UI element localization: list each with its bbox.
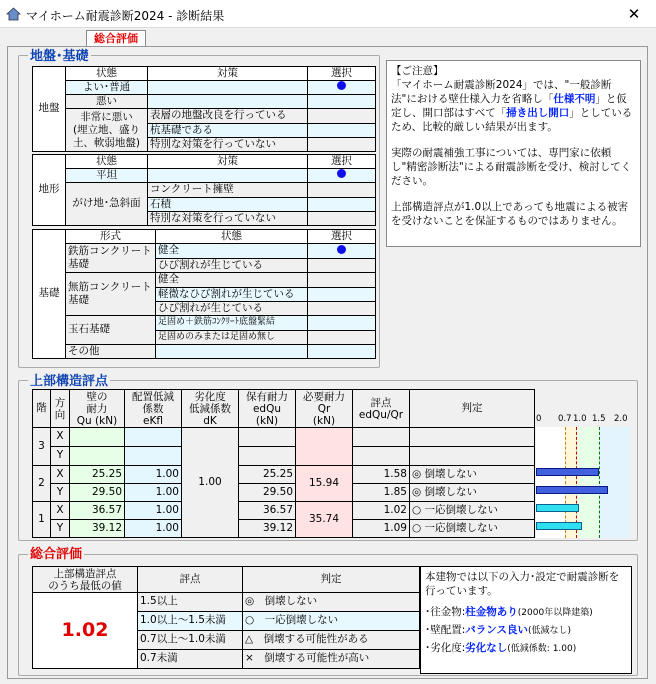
score-value: 1.85 [353,484,410,502]
close-button[interactable]: ✕ [627,5,641,23]
chikei-label: 地形 [33,155,66,226]
ekfl-value: 1.00 [125,502,182,520]
selected-radio[interactable] [337,169,346,178]
kiso-urc: 無筋コンクリート 基礎 [66,273,156,316]
notice-p1: 【ご注意】 「マイホーム耐震診断2024」では、"一般診断法"における壁仕様入力を省略し「 [391,65,612,105]
judge-value: ◎ 倒壊しない [410,466,535,484]
kiso-rc: 鉄筋コンクリート 基礎 [66,244,156,273]
qr-value: 35.74 [296,502,353,538]
notice-key1: 仕様不明 [553,93,596,105]
edqu-value: 29.50 [239,484,296,502]
ekfl-value: 1.00 [125,520,182,538]
settings-intro: 本建物では以下の入力･設定で耐震診断を行っています。 [425,571,620,597]
score-chart [536,427,630,538]
radio-chikei-1[interactable] [308,183,376,198]
jiban-label: 地盤 [33,67,66,152]
jiban-measure-1: 表層の地盤改良を行っている [148,109,308,124]
notice-p3: 上部構造評点が1.0以上であっても地震による被害を受けないことを保証するものではありません。 [391,201,629,227]
floor-2: 2 [33,466,51,502]
radio-kiso-8[interactable] [308,345,376,359]
scale-row-score: 1.0以上～1.5未満 [138,612,243,631]
jiban-state-good: よい･普通 [66,81,148,95]
notice-p2: 実際の耐震補強工事については、専門家に依頼し"精密診断法"による耐震診断を受け、検討してください。 [391,147,632,187]
qu-value: 36.57 [70,502,125,520]
col-select: 選択 [308,155,376,169]
scale-20: 2.0 [614,414,628,424]
jiban-measure-3: 特別な対策を行っていない [148,138,308,152]
ground-title: 地盤･基礎 [30,49,89,64]
line-1.5 [599,427,600,538]
radio-measure-2[interactable] [308,124,376,138]
dir-label: Y [51,484,70,502]
jiban-table [32,66,376,152]
setting-label: ･往金物: [425,606,466,618]
setting-note: (低減なし) [527,626,572,636]
setting-note: (2000年以降建築) [517,608,593,618]
setting-value: 柱金物あり [465,606,518,618]
col-judge: 判定 [243,567,420,593]
col-score: 評点 [138,567,243,593]
scale-row-score: 0.7未満 [138,650,243,669]
hdr-qr: 必要耐力 Qr (kN) [296,390,353,428]
hdr-edqu: 保有耐力 edQu (kN) [239,390,296,428]
score-value: 1.58 [353,466,410,484]
setting-label: ･壁配置: [425,624,466,636]
notice-p1b: 」と仮定し、開口部はすべて「 [391,93,627,119]
kiso-urc-sound: 健全 [156,273,308,288]
dir-label: Y [51,520,70,538]
overall-table [32,566,420,669]
scale-row-judge: ○ 一応倒壊しない [243,612,420,631]
dk-value: 1.00 [182,428,239,538]
scale-row-score: 1.5以上 [138,593,243,612]
kiso-rc-crack: ひび割れが生じている [156,259,308,273]
kiso-other: その他 [66,345,156,359]
chikei-table [32,154,376,226]
hdr-dk: 劣化度 低減係数 dK [182,390,239,428]
chikei-measure-1: コンクリート擁壁 [148,183,308,198]
chikei-measure-2: 石積 [148,198,308,212]
ekfl-value: 1.00 [125,466,182,484]
radio-kiso-4[interactable] [308,288,376,302]
edqu-value: 36.57 [239,502,296,520]
radio-measure-3[interactable] [308,138,376,152]
col-state: 状態 [66,155,148,169]
dir-label: X [51,428,70,447]
scale-row-judge: △ 倒壊する可能性がある [243,631,420,650]
score-bar-1x [536,504,579,512]
kiso-urc-crack: ひび割れが生じている [156,302,308,316]
setting-value: 劣化なし [465,642,508,654]
house-icon [6,7,21,21]
qu-value: 39.12 [70,520,125,538]
radio-kiso-2[interactable] [308,259,376,273]
hdr-judge: 判定 [410,390,535,428]
overall-title: 総合評価 [30,547,83,562]
col-state: 状態 [156,230,308,244]
score-bar-2y [536,486,608,494]
kiso-stone-2: 足固めのみまたは足固め無し [156,331,308,345]
radio-kiso-5[interactable] [308,302,376,316]
scale-10: 1.0 [573,414,587,424]
radio-chikei-2[interactable] [308,198,376,212]
upper-table [32,389,535,538]
notice-key2: 掃き出し開口 [506,107,570,119]
jiban-state-weak: 非常に悪い (埋立地、盛り 土、軟弱地盤) [66,109,148,152]
setting-degrade [425,640,627,658]
edqu-value: 25.25 [239,466,296,484]
qu-value: 25.25 [70,466,125,484]
scale-row-score: 0.7以上～1.0未満 [138,631,243,650]
score-bar-1y [536,522,582,530]
qr-value: 15.94 [296,466,353,502]
kiso-label: 基礎 [33,230,66,359]
scale-row-judge: ◎ 倒壊しない [243,593,420,612]
chikei-slope: がけ地･急斜面 [66,183,148,226]
floor-3: 3 [33,428,51,466]
hdr-dir: 方向 [51,390,70,428]
judge-value: ○ 一応倒壊しない [410,502,535,520]
radio-kiso-6[interactable] [308,316,376,331]
min-label: 上部構造評点 のうち最低の値 [33,567,138,593]
jiban-state-bad: 悪い [66,95,148,109]
selected-radio[interactable] [337,245,346,254]
setting-hardware [425,604,627,622]
score-value: 1.02 [353,502,410,520]
scale-07: 0.7 [558,414,572,424]
ekfl-value: 1.00 [125,484,182,502]
setting-note: (低減係数: 1.00) [507,644,577,654]
chikei-measure-3: 特別な対策を行っていない [148,212,308,226]
col-measure: 対策 [148,155,308,169]
scale-0: 0 [536,414,542,424]
kiso-stone-1: 足固め＋鉄筋ｺﾝｸﾘｰﾄ底盤緊結 [156,316,308,331]
floor-1: 1 [33,502,51,538]
kiso-stone: 玉石基礎 [66,316,156,345]
chikei-flat: 平坦 [66,169,148,183]
radio-bad[interactable] [308,95,376,109]
window-title: マイホーム耐震診断2024 - 診断結果 [26,9,225,23]
judge-value: ◎ 倒壊しない [410,484,535,502]
kiso-urc-minor: 軽微なひび割れが生じている [156,288,308,302]
col-type: 形式 [66,230,156,244]
settings-box [420,566,632,674]
min-score-value: 1.02 [61,619,109,642]
col-select: 選択 [308,67,376,81]
score-scale [532,414,632,426]
col-state: 状態 [66,67,148,81]
upper-title: 上部構造評点 [30,374,109,389]
score-value: 1.09 [353,520,410,538]
kiso-table [32,229,376,359]
notice-p1c: 」としているため、比較的厳しい結果が出ます。 [391,107,633,133]
dir-label: X [51,502,70,520]
tab-overall[interactable]: 総合評価 [86,30,146,47]
dir-label: X [51,466,70,484]
kiso-rc-sound: 健全 [156,244,308,259]
radio-measure-1[interactable] [308,109,376,124]
scale-row-judge: × 倒壊する可能性が高い [243,650,420,669]
col-measure: 対策 [148,67,308,81]
radio-kiso-3[interactable] [308,273,376,288]
notice-box [386,60,641,247]
radio-kiso-7[interactable] [308,331,376,345]
jiban-measure-2: 杭基礎である [148,124,308,138]
setting-wall [425,622,627,640]
judge-value: ○ 一応倒壊しない [410,520,535,538]
dir-label: Y [51,447,70,466]
edqu-value: 39.12 [239,520,296,538]
hdr-ekfl: 配置低減 係数 eKfl [125,390,182,428]
radio-chikei-3[interactable] [308,212,376,226]
scale-15: 1.5 [592,414,606,424]
hdr-qu: 壁の 耐力 Qu (kN) [70,390,125,428]
hdr-score: 評点 edQu/Qr [353,390,410,428]
score-bar-2x [536,468,599,476]
setting-label: ･劣化度: [425,642,466,654]
hdr-floor: 階 [33,390,51,428]
setting-value: バランス良い [465,624,528,636]
col-select: 選択 [308,230,376,244]
qu-value: 29.50 [70,484,125,502]
selected-radio[interactable] [337,81,346,90]
